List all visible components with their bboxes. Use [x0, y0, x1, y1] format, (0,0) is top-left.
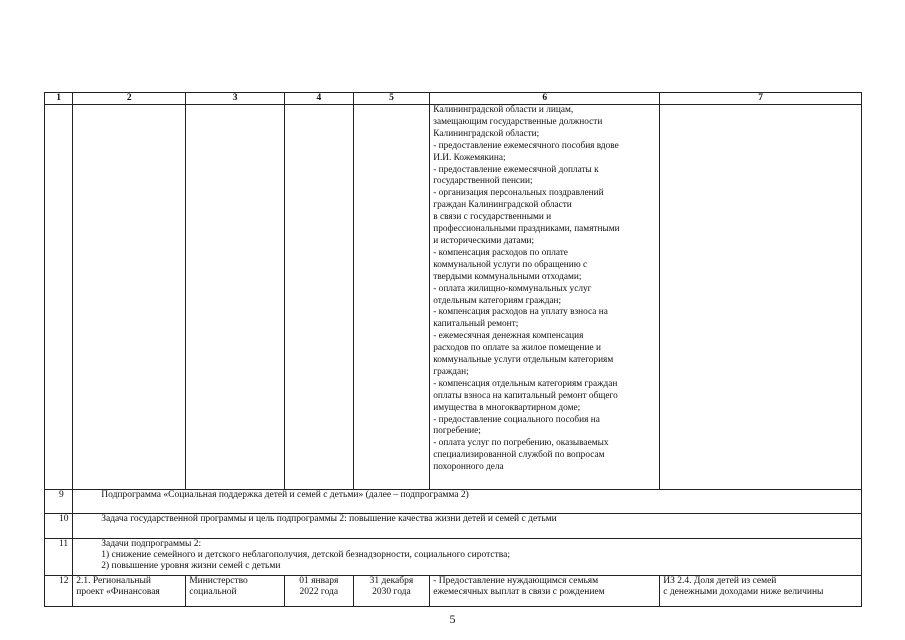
text-line: Калининградской области;: [433, 128, 540, 139]
text-line: ежемесячных выплат в связи с рождением: [433, 587, 605, 597]
cell-end-date: [353, 576, 430, 607]
header-col-2: 2: [73, 93, 186, 105]
header-col-7: 7: [660, 93, 862, 105]
cell-num: [45, 105, 73, 490]
header-col-4: 4: [285, 93, 354, 105]
table-row: [45, 576, 862, 607]
text-line: - предоставление ежемесячного пособия вдове: [433, 140, 619, 151]
header-col-5: 5: [353, 93, 430, 105]
text-line: социальной: [189, 587, 237, 597]
text-line: специализированной службой по вопросам: [433, 450, 605, 461]
program-table: [44, 92, 862, 607]
text-line: в связи с государственными и: [433, 212, 552, 223]
text-line: оплаты взноса на капитальный ремонт общего: [433, 390, 618, 401]
text-line: проект «Финансовая: [76, 587, 160, 597]
cell-indicators: [660, 576, 862, 607]
cell-col-7: [660, 105, 862, 490]
row-number: 10: [45, 514, 73, 539]
row-number: 11: [45, 539, 73, 576]
page-number: 5: [449, 612, 456, 626]
cell-col-2: [73, 105, 186, 490]
cell-col-5: [353, 105, 430, 490]
text-line: Задачи подпрограммы 2:: [101, 539, 202, 549]
text-line: замещающим государственные должности: [433, 116, 603, 127]
text-line: - компенсация расходов по оплате: [433, 247, 568, 258]
text-line: с денежными доходами ниже величины: [663, 587, 824, 597]
text-line: граждан Калининградской области: [433, 200, 572, 211]
text-line: - Предоставление нуждающимся семьям: [433, 576, 599, 586]
text-line: отдельным категориям граждан;: [433, 295, 562, 306]
text-line: коммунальные услуги отдельным категориям: [433, 355, 614, 366]
text-line: 2.1. Региональный: [76, 576, 151, 586]
header-col-3: 3: [186, 93, 285, 105]
text-line: государственной пенсии;: [433, 176, 533, 187]
subprogram-tasks: [73, 539, 862, 576]
text-line: 2) повышение уровня жизни семей с детьми: [101, 561, 281, 571]
text-line: погребение;: [433, 426, 481, 437]
text-line: - ежемесячная денежная компенсация: [433, 331, 584, 342]
text-line: - компенсация отдельным категориям граждан: [433, 378, 618, 389]
table-row-tasks: [45, 539, 862, 576]
table-row-goal: [45, 514, 862, 539]
text-line: Калининградской области и лицам,: [433, 105, 574, 115]
table-row-subprogram: [45, 490, 862, 514]
header-col-6: 6: [430, 93, 660, 105]
text-line: капитальный ремонт;: [433, 319, 519, 330]
row-number: 9: [45, 490, 73, 514]
text-line: расходов по оплате за жилое помещение и: [433, 343, 601, 354]
text-line: Министерство: [189, 576, 248, 586]
text-line: 2030 года: [372, 587, 411, 597]
subprogram-title: Подпрограмма «Социальная поддержка детей и семей с детьми» (далее – подпрограмма 2): [73, 490, 862, 514]
text-line: ИЗ 2.4. Доля детей из семей: [663, 576, 777, 586]
text-line: - оплата жилищно-коммунальных услуг: [433, 283, 592, 294]
cell-col-3: [186, 105, 285, 490]
cell-start-date: [285, 576, 354, 607]
text-line: - предоставление социального пособия на: [433, 414, 600, 425]
text-line: и историческими датами;: [433, 235, 535, 246]
text-line: похоронного дела: [433, 462, 504, 473]
text-line: 01 января: [299, 576, 339, 586]
text-line: - организация персональных поздравлений: [433, 188, 604, 199]
text-line: граждан;: [433, 366, 469, 377]
text-line: - предоставление ежемесячной доплаты к: [433, 164, 599, 175]
text-line: 1) снижение семейного и детского неблагополучия, детской безнадзорности, социального сиротства;: [101, 550, 510, 560]
cell-measures: [430, 576, 660, 607]
text-line: имущества в многоквартирном доме;: [433, 402, 581, 413]
table-row: [45, 105, 862, 490]
cell-project-name: [73, 576, 186, 607]
cell-responsible: [186, 576, 285, 607]
program-goal: Задача государственной программы и цель подпрограммы 2: повышение качества жизни детей и семей с детьми: [73, 514, 862, 539]
table-header-row: [45, 93, 862, 105]
text-line: твердыми коммунальными отходами;: [433, 271, 582, 282]
text-line: - оплата услуг по погребению, оказываемых: [433, 438, 609, 449]
text-line: 31 декабря: [369, 576, 414, 586]
text-line: профессиональными праздниками, памятными: [433, 224, 620, 235]
cell-col-4: [285, 105, 354, 490]
text-line: коммунальной услуги по обращению с: [433, 259, 588, 270]
text-line: И.И. Кожемякина;: [433, 152, 506, 163]
text-line: 2022 года: [299, 587, 339, 597]
cell-measures-list: [430, 105, 660, 490]
text-line: - компенсация расходов на уплату взноса на: [433, 307, 608, 318]
header-col-1: 1: [45, 93, 73, 105]
row-number: 12: [45, 576, 73, 607]
